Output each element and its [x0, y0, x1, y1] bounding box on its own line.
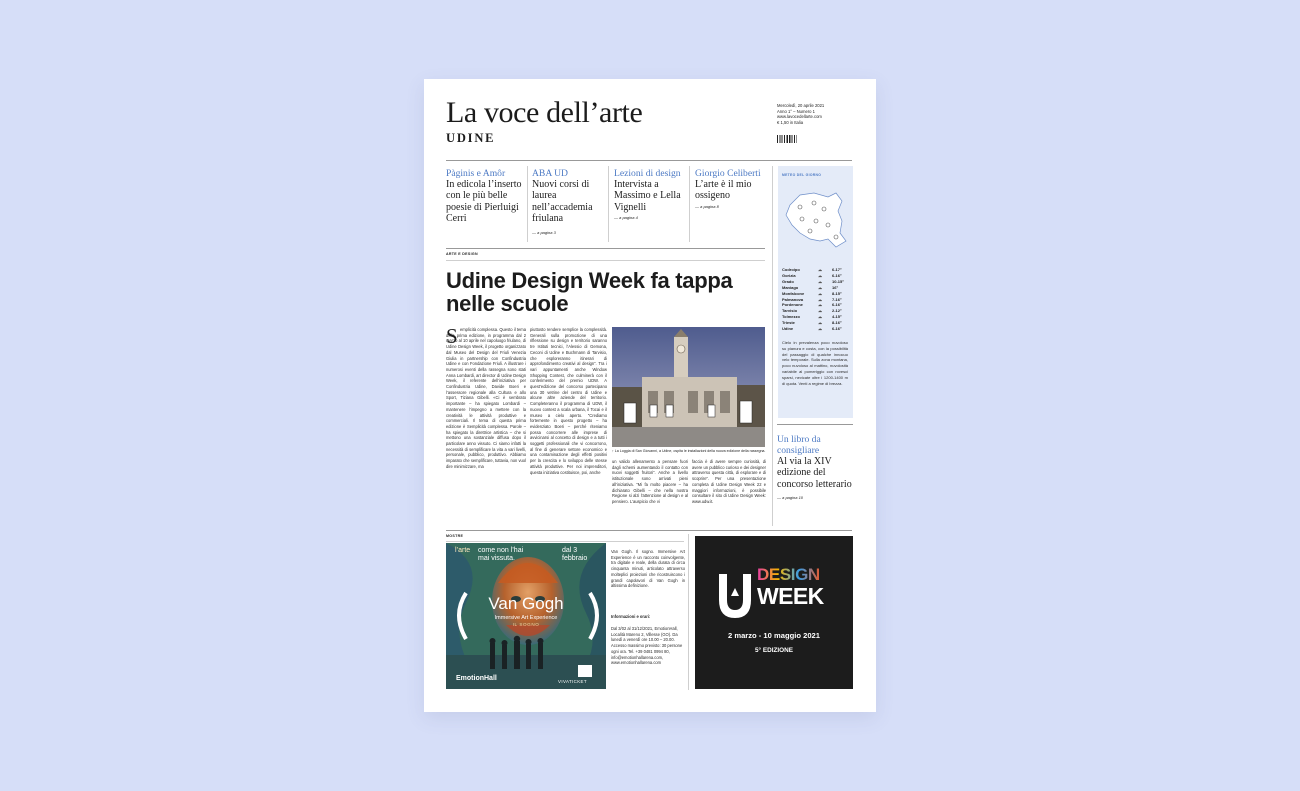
- masthead-divider: [446, 160, 852, 161]
- weather-list: [782, 267, 852, 332]
- partly-cloudy-icon: ☁: [818, 320, 822, 326]
- side-story[interactable]: [777, 434, 853, 500]
- exhibit-divider: [446, 541, 684, 542]
- region-map: [780, 181, 852, 253]
- side-story-title: Al via la XIV edizione del concorso letterario: [777, 456, 852, 490]
- teaser-divider: [689, 166, 690, 242]
- teaser-title: In edicola l’inserto con le più belle poesie di Pierluigi Cerri: [446, 179, 522, 225]
- ad-divider: [688, 534, 689, 690]
- sidebar-divider: [772, 166, 773, 526]
- article-col2: piuttosto rendere semplice la complessità. Generali sulla promozione di una riflessione su design e territorio saranno tre Istituti tecnici, l’Alessio di Gemona, Ceconi di Udine e Buchmann di Tarvisio, che esploreranno itinerari di approfondimento creativi al design”. Tra i vari appuntamenti anche Window Shopping Contest, che culminerà con il conferimento del premio UDW. A quest’edizione del concorso partecipano una 30 vetrine del centro di Udine e alcune altre aziende del territorio. Completeranno il programma di UDW, il nuovo contest a scala urbana, il Tocai e il museo a cielo aperto. “Crediamo fortemente in questo progetto – ha evidenziato Boeri – perché riteniamo possa concorrere alle imprese di avvicinarsi al concetto di design e a tutti i soggetti professionali che vi concorrono, al fine di generare settore economico e una contaminazione degli effetti positivi per la crescita e lo sviluppo delle stesse attività produttive. Per noi imprenditori, questa iniziativa costituisce, poi, anche: [530, 327, 607, 475]
- partly-cloudy-icon: ☁: [818, 278, 822, 284]
- weather-box: [778, 166, 853, 418]
- bottom-divider: [446, 530, 852, 531]
- partly-cloudy-icon: ☁: [818, 267, 822, 272]
- city-temp: 6-16°: [832, 272, 842, 278]
- city-temp: 10-15°: [832, 278, 844, 284]
- teaser-kicker: Pàginis e Amôr: [446, 168, 506, 179]
- poster-title: Van Gogh: [488, 594, 564, 613]
- side-story-kicker: Un libro da consigliare: [777, 434, 821, 456]
- masthead-title: La voce dell’arte: [446, 96, 643, 129]
- teaser-kicker: Giorgio Celiberti: [695, 168, 761, 179]
- teaser-ref: — a pagina 3: [532, 229, 556, 235]
- poster-date-1: dal 3: [562, 547, 578, 554]
- ad-dates: 2 marzo - 10 maggio 2021: [727, 631, 820, 640]
- barcode: [777, 135, 797, 143]
- issue-number: Anno 1° – Numero 1: [777, 108, 815, 114]
- masthead-info: [777, 103, 867, 125]
- exhibit-description: Van Gogh. Il sogno. Immersive Art Experience è un racconto coinvolgente, tra digitale e reale, della durata di circa cinquanta minuti, articolato attraverso molteplici proiezioni che ricostruiscono i grandi capolavori di Van Gogh in altissima definizione.: [611, 549, 685, 589]
- city-temp: 16°: [832, 284, 839, 290]
- exhibit-info-title: Informazioni e orari:: [611, 614, 651, 619]
- teaser-title: L’arte è il mio ossigeno: [695, 179, 752, 202]
- ad-edition: 5° EDIZIONE: [754, 647, 794, 654]
- section-kicker: ARTE E DESIGN: [446, 252, 478, 256]
- vivaticket-logo: VIVATICKET: [558, 679, 587, 684]
- city-name: Trieste: [782, 320, 795, 326]
- weather-forecast: Cielo in prevalenza poco nuvoloso su pianura e costa, con la possibilità del passaggio di qualche innocuo velo temporale. Sulla zona montana, poco nuvoloso al mattino, nuvolosità variabile al pomeriggio con rovesci sparsi, nevicate oltre i 1200-1400 m di quota. Venti a regime di brezza.: [782, 340, 848, 386]
- design-week-ad[interactable]: [695, 536, 853, 689]
- poster-subsubtitle: IL SOGNO: [512, 622, 540, 627]
- city-temp: 6-17°: [832, 267, 842, 272]
- city-name: Palmanova: [782, 296, 804, 302]
- newspaper-page: [424, 79, 876, 712]
- city-temp: 2-12°: [832, 308, 842, 314]
- poster-tagline-1: l’arte: [455, 547, 471, 554]
- city-name: Pordenone: [782, 302, 803, 308]
- partly-cloudy-icon: ☁: [818, 326, 822, 332]
- price: € 1,50 in Italia: [777, 119, 804, 125]
- poster-tagline-2: come non l’hai mai vissuta.: [478, 547, 524, 563]
- city-temp: 6-16°: [832, 326, 842, 332]
- partly-cloudy-icon: ☁: [818, 308, 822, 314]
- teaser-divider: [527, 166, 528, 242]
- city-name: Udine: [782, 326, 794, 332]
- masthead-city: UDINE: [446, 131, 496, 145]
- teaser-3[interactable]: [614, 168, 688, 220]
- teaser-1[interactable]: [446, 168, 526, 225]
- weather-row: [782, 326, 852, 332]
- city-temp: 8-16°: [832, 320, 842, 326]
- side-story-ref: — a pagina 10: [777, 495, 804, 501]
- teaser-2[interactable]: [532, 168, 606, 235]
- exhibit-info: Dal 3/02 al 31/12/2021, EmotionHall, Località Mareno 2, Villesse (GO). Da lunedì a venerdì ore 10.00 – 20.00. Accesso massimo previsto: 30 persone ogni ora. Tel. +39 0481 0994 80, info@emotionhallarena.com, www.emotionhallarena.com: [611, 626, 683, 666]
- partly-cloudy-icon: ☁: [818, 290, 822, 296]
- issue-date: Mercoledì, 20 aprile 2021: [777, 103, 825, 108]
- exhibit-kicker: MOSTRE: [446, 534, 464, 538]
- side-story-divider: [777, 424, 853, 425]
- city-name: Tolmezzo: [782, 314, 800, 320]
- city-name: Monfalcone: [782, 290, 805, 296]
- loggia-photo: [612, 327, 765, 447]
- teaser-title: Intervista a Massimo e Lella Vignelli: [614, 179, 681, 213]
- city-name: Grado: [782, 278, 794, 284]
- website: www.lavocedellarte.com: [777, 114, 822, 120]
- city-temp: 4-15°: [832, 314, 842, 320]
- city-name: Tarvisio: [782, 308, 798, 314]
- teaser-ref: — a pagina 8: [695, 203, 719, 209]
- article-col1: emplicità complessa. Questo il tema della prima edizione, in programma dal 2 marzo al 10 aprile nel capoluogo friulano, di Udine Design Week, il progetto organizzato dal Museo del Design del Friuli Venezia Giulia in partnership con Confindustria Udine e con Fondazione Friuli. A illustrare i numerosi eventi della rassegna sono stati Anna Lombardi, art director di Udine Design Week, il referente dell’iniziativa per Confindustria Udine, Davide Boeri e l’assessore regionale alla Cultura e allo Sport, Tiziana Gibelli. «Ci è sembrato importante – ha spiegato Lombardi – mantenere l’impegno a mettere con la creatività le attività produttive e commerciali. Il tema di questa prima edizione è Semplicità complessa. Parole – ha spiegato la direttrice artistica – che si mettono una sostanziale diffusa dopo il particolare anno vissuto. Ci siamo infatti la necessità di semplificare la vita a vari livelli, personale, pubblico, produttivo. Abbiamo imparato che semplificare, tuttavia, non vuol dire minimizzare, ma: [446, 327, 526, 469]
- van-gogh-poster[interactable]: [446, 543, 606, 689]
- article-col3: un valido allenamento a pensare fuori dagli schemi aumentando il contatto con nuovi soggetti fruitori”. Anche a livello istituzionale sono arrivati pieni all’iniziativa. “Mi fa molto piacere – ha dichiarato Gibelli – che nella nostra Regione si alzi l’attenzione al design e al pensiero. L’auspicio che vi: [612, 459, 688, 504]
- teaser-title: Nuovi corsi di laurea nell’accademia friulana: [532, 179, 593, 225]
- drop-cap: S: [446, 324, 458, 348]
- city-temp: 8-15°: [832, 290, 842, 296]
- ad-brand-bottom: WEEK: [757, 583, 824, 609]
- main-headline[interactable]: Udine Design Week fa tappa nelle scuole: [446, 268, 733, 316]
- partly-cloudy-icon: ☁: [818, 314, 822, 320]
- partly-cloudy-icon: ☁: [818, 284, 822, 290]
- teaser-ref: — a pagina 4: [614, 215, 638, 221]
- emotionhall-logo: EmotionHall: [456, 675, 497, 682]
- city-name: Gorizia: [782, 272, 796, 278]
- poster-date-2: febbraio: [562, 555, 588, 562]
- article-col4: faccia è di avere sempre curiosità, di avere un pubblico curioso e dei designer attraverso questa città, di esplorare e di scoprire”. Per una presentazione completa di Udine Design Week 22 e maggiori informazioni, è possibile consultare il sito di Udine Design Week: www.udw.it.: [692, 459, 766, 504]
- weather-label: METEO DEL GIORNO: [782, 173, 822, 177]
- teaser-kicker: Lezioni di design: [614, 168, 681, 179]
- teaser-kicker: ABA UD: [532, 168, 568, 179]
- ad-brand-top: [757, 566, 820, 584]
- photo-caption: ↑ La Loggia di San Giovanni, a Udine, ospita le installazioni della nuova edizione della rassegna.: [612, 449, 766, 453]
- partly-cloudy-icon: ☁: [818, 272, 822, 278]
- city-temp: 6-16°: [832, 302, 842, 308]
- city-name: Codroipo: [782, 267, 800, 272]
- design-wordmark: DESIGN: [757, 565, 820, 584]
- teaser-divider: [608, 166, 609, 242]
- partly-cloudy-icon: ☁: [818, 302, 822, 308]
- city-temp: 7-16°: [832, 296, 842, 302]
- teaser-bottom-divider: [446, 248, 765, 249]
- udw-logo-icon: [715, 570, 755, 622]
- poster-subtitle: Immersive Art Experience: [494, 615, 558, 621]
- section-divider: [446, 260, 765, 261]
- teaser-4[interactable]: [695, 168, 767, 209]
- partly-cloudy-icon: ☁: [818, 296, 822, 302]
- city-name: Maniago: [782, 284, 799, 290]
